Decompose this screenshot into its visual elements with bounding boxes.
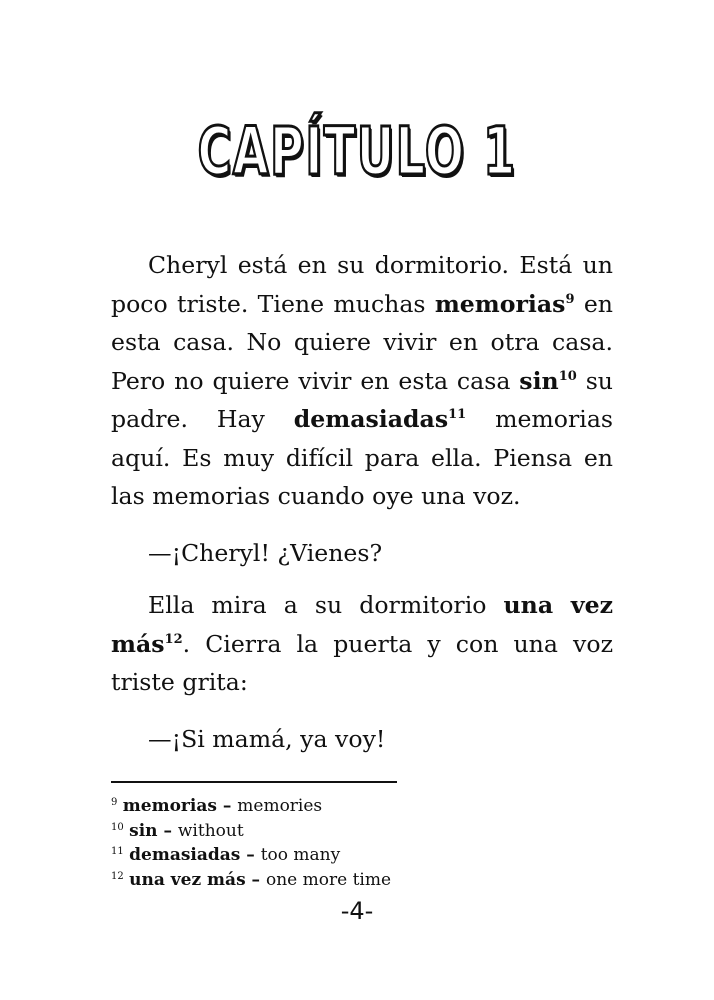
footnote-meaning: without — [177, 820, 244, 841]
footnote-ref-10: 10 — [558, 368, 577, 384]
footnote-meaning: one more time — [265, 869, 392, 890]
footnote-term: una vez más — [129, 869, 246, 890]
footnote-10 — [111, 819, 613, 844]
footnote-number: 9 — [111, 797, 118, 808]
dialogue-line-1 — [111, 534, 613, 573]
footnote-12 — [111, 868, 613, 893]
text-run: —¡Cheryl! ¿Vienes? — [148, 538, 383, 567]
footnote-ref-12: 12 — [164, 631, 183, 647]
dialogue-line-2 — [111, 720, 613, 759]
footnote-dash: – — [216, 796, 238, 816]
footnotes — [111, 794, 613, 892]
chapter-body — [111, 246, 613, 758]
text-run: su padre. Hay — [111, 366, 614, 433]
footnote-term: demasiadas — [129, 845, 241, 865]
footnote-meaning: memories — [237, 796, 323, 816]
paragraph-1 — [111, 246, 613, 516]
footnote-term: memorias — [122, 796, 217, 816]
text-run: —¡Si mamá, ya voy! — [148, 724, 386, 753]
footnote-dash: – — [240, 845, 261, 865]
footnote-number: 11 — [111, 846, 124, 857]
vocab-term-demasiadas: demasiadas — [293, 405, 449, 433]
vocab-term-memorias: memorias — [434, 289, 566, 318]
footnote-11 — [111, 843, 613, 868]
vocab-term-una-vez-mas: una vez más — [111, 591, 613, 658]
chapter-title: CAPÍTULO 1 — [197, 113, 517, 190]
text-run: Ella mira a su dormitorio — [148, 591, 504, 619]
footnote-dash: – — [245, 869, 266, 890]
footnote-meaning: too many — [260, 845, 341, 865]
vocab-term-sin: sin — [519, 366, 559, 395]
footnote-number: 12 — [111, 870, 124, 882]
text-run: . Cierra la puerta y con una voz triste grita: — [111, 629, 613, 696]
text-run: memorias aquí. Es muy difícil para ella. Piensa en las memorias cuando oye una voz. — [111, 405, 613, 510]
text-run: Cheryl está en su dormitorio. Está un poco triste. Tiene muchas — [111, 251, 613, 318]
footnote-number: 10 — [111, 821, 124, 833]
footnote-9 — [111, 794, 613, 819]
footnote-dash: – — [157, 820, 178, 841]
footnote-divider — [111, 781, 397, 783]
footnote-ref-11: 11 — [448, 407, 467, 422]
footnote-term: sin — [129, 820, 158, 841]
page-number: -4- — [340, 897, 374, 925]
paragraph-2 — [111, 586, 613, 702]
text-run: en esta casa. No quiere vivir en otra casa. Pero no quiere vivir en esta casa — [111, 289, 613, 395]
footnote-ref-9: 9 — [565, 291, 575, 307]
